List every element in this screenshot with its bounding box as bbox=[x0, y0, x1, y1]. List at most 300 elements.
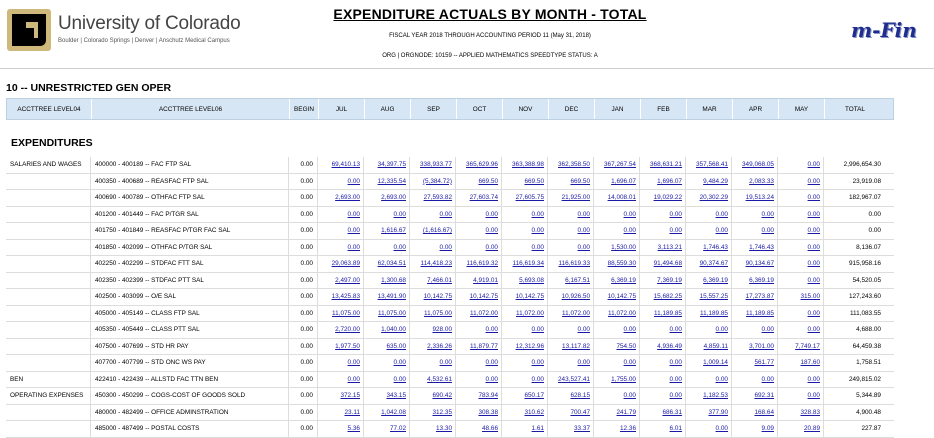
month-cell[interactable] bbox=[548, 306, 594, 322]
month-amount-link[interactable]: 69,410.13 bbox=[331, 161, 360, 169]
month-cell[interactable] bbox=[732, 289, 778, 305]
month-cell[interactable] bbox=[318, 174, 364, 190]
month-cell[interactable] bbox=[410, 207, 456, 223]
month-cell[interactable] bbox=[640, 372, 686, 388]
month-amount-link[interactable]: 0.00 bbox=[393, 375, 406, 383]
month-amount-link[interactable]: 62,034.51 bbox=[377, 260, 406, 268]
month-amount-link[interactable]: 365,629.96 bbox=[466, 161, 498, 169]
month-amount-link[interactable]: 1,746.43 bbox=[703, 243, 728, 251]
month-amount-link[interactable]: 1,616.67 bbox=[381, 227, 406, 235]
month-cell[interactable] bbox=[778, 405, 824, 421]
month-amount-link[interactable]: 0.00 bbox=[393, 359, 406, 367]
month-cell[interactable] bbox=[548, 256, 594, 272]
month-amount-link[interactable]: 17,273.87 bbox=[745, 293, 774, 301]
month-amount-link[interactable]: 0.00 bbox=[807, 309, 820, 317]
month-cell[interactable] bbox=[410, 174, 456, 190]
month-amount-link[interactable]: 116,619.34 bbox=[512, 260, 544, 268]
month-cell[interactable] bbox=[456, 405, 502, 421]
month-amount-link[interactable]: 13.30 bbox=[436, 425, 452, 433]
month-amount-link[interactable]: 5.36 bbox=[347, 425, 360, 433]
month-amount-link[interactable]: 241.79 bbox=[616, 408, 636, 416]
month-amount-link[interactable]: 308.38 bbox=[478, 408, 498, 416]
month-cell[interactable] bbox=[778, 256, 824, 272]
month-amount-link[interactable]: 1,977.50 bbox=[335, 342, 360, 350]
month-amount-link[interactable]: 20.89 bbox=[804, 425, 820, 433]
month-amount-link[interactable]: 0.00 bbox=[439, 359, 452, 367]
month-amount-link[interactable]: 12,335.54 bbox=[377, 177, 406, 185]
month-cell[interactable] bbox=[686, 355, 732, 371]
month-cell[interactable] bbox=[594, 405, 640, 421]
month-cell[interactable] bbox=[548, 421, 594, 437]
month-cell[interactable] bbox=[318, 421, 364, 437]
month-cell[interactable] bbox=[640, 388, 686, 404]
month-cell[interactable] bbox=[548, 405, 594, 421]
month-amount-link[interactable]: 362,358.50 bbox=[558, 161, 590, 169]
month-amount-link[interactable]: 4,532.61 bbox=[427, 375, 452, 383]
month-cell[interactable] bbox=[732, 240, 778, 256]
month-amount-link[interactable]: 700.47 bbox=[570, 408, 590, 416]
month-cell[interactable] bbox=[778, 322, 824, 338]
month-amount-link[interactable]: 12,312.96 bbox=[515, 342, 544, 350]
month-cell[interactable] bbox=[778, 207, 824, 223]
month-amount-link[interactable]: 21,925.00 bbox=[561, 194, 590, 202]
month-cell[interactable] bbox=[686, 240, 732, 256]
month-amount-link[interactable]: 0.00 bbox=[347, 227, 360, 235]
month-cell[interactable] bbox=[364, 273, 410, 289]
month-cell[interactable] bbox=[456, 421, 502, 437]
month-cell[interactable] bbox=[410, 322, 456, 338]
month-amount-link[interactable]: 0.00 bbox=[577, 210, 590, 218]
month-cell[interactable] bbox=[456, 388, 502, 404]
month-cell[interactable] bbox=[594, 421, 640, 437]
month-amount-link[interactable]: 0.00 bbox=[623, 210, 636, 218]
month-amount-link[interactable]: 0.00 bbox=[715, 425, 728, 433]
month-cell[interactable] bbox=[640, 256, 686, 272]
month-amount-link[interactable]: 0.00 bbox=[485, 359, 498, 367]
month-cell[interactable] bbox=[732, 273, 778, 289]
month-cell[interactable] bbox=[364, 421, 410, 437]
month-amount-link[interactable]: 0.00 bbox=[577, 243, 590, 251]
month-cell[interactable] bbox=[456, 372, 502, 388]
month-cell[interactable] bbox=[548, 289, 594, 305]
month-cell[interactable] bbox=[364, 306, 410, 322]
month-amount-link[interactable]: 1,696.07 bbox=[657, 177, 682, 185]
month-cell[interactable] bbox=[548, 339, 594, 355]
month-amount-link[interactable]: 27,593.82 bbox=[423, 194, 452, 202]
month-amount-link[interactable]: 116,619.32 bbox=[466, 260, 498, 268]
month-amount-link[interactable]: 0.00 bbox=[393, 210, 406, 218]
month-cell[interactable] bbox=[686, 157, 732, 173]
month-cell[interactable] bbox=[502, 372, 548, 388]
month-amount-link[interactable]: 0.00 bbox=[531, 326, 544, 334]
month-cell[interactable] bbox=[686, 388, 732, 404]
month-cell[interactable] bbox=[778, 372, 824, 388]
month-cell[interactable] bbox=[640, 405, 686, 421]
month-cell[interactable] bbox=[640, 273, 686, 289]
month-cell[interactable] bbox=[318, 405, 364, 421]
month-amount-link[interactable]: 0.00 bbox=[531, 210, 544, 218]
month-cell[interactable] bbox=[732, 405, 778, 421]
month-cell[interactable] bbox=[456, 223, 502, 239]
month-cell[interactable] bbox=[548, 174, 594, 190]
month-amount-link[interactable]: 0.00 bbox=[761, 227, 774, 235]
month-amount-link[interactable]: 0.00 bbox=[715, 210, 728, 218]
month-amount-link[interactable]: 0.00 bbox=[669, 326, 682, 334]
month-amount-link[interactable]: 0.00 bbox=[531, 227, 544, 235]
month-amount-link[interactable]: 9,484.29 bbox=[703, 177, 728, 185]
month-cell[interactable] bbox=[594, 223, 640, 239]
month-amount-link[interactable]: 13,117.82 bbox=[562, 342, 590, 350]
month-amount-link[interactable]: 9.09 bbox=[761, 425, 774, 433]
month-cell[interactable] bbox=[318, 355, 364, 371]
month-amount-link[interactable]: 0.00 bbox=[623, 227, 636, 235]
month-cell[interactable] bbox=[548, 223, 594, 239]
month-amount-link[interactable]: 11,075.00 bbox=[378, 309, 406, 317]
month-cell[interactable] bbox=[732, 388, 778, 404]
month-cell[interactable] bbox=[364, 355, 410, 371]
month-cell[interactable] bbox=[318, 157, 364, 173]
month-cell[interactable] bbox=[686, 190, 732, 206]
month-amount-link[interactable]: 783.94 bbox=[478, 392, 498, 400]
month-cell[interactable] bbox=[732, 421, 778, 437]
month-amount-link[interactable]: 6,369.19 bbox=[611, 276, 636, 284]
month-cell[interactable] bbox=[640, 355, 686, 371]
month-cell[interactable] bbox=[410, 306, 456, 322]
month-amount-link[interactable]: 0.00 bbox=[531, 375, 544, 383]
month-amount-link[interactable]: 4,936.49 bbox=[657, 342, 682, 350]
month-amount-link[interactable]: 6.01 bbox=[669, 425, 682, 433]
month-amount-link[interactable]: 116,619.33 bbox=[558, 260, 590, 268]
month-cell[interactable] bbox=[548, 273, 594, 289]
month-amount-link[interactable]: 0.00 bbox=[807, 260, 820, 268]
month-cell[interactable] bbox=[318, 256, 364, 272]
month-amount-link[interactable]: 338,933.77 bbox=[420, 161, 452, 169]
month-cell[interactable] bbox=[640, 207, 686, 223]
month-amount-link[interactable]: 310.62 bbox=[524, 408, 544, 416]
month-amount-link[interactable]: 928.00 bbox=[432, 326, 452, 334]
month-amount-link[interactable]: 690.42 bbox=[432, 392, 452, 400]
month-amount-link[interactable]: 0.00 bbox=[393, 243, 406, 251]
month-cell[interactable] bbox=[640, 339, 686, 355]
month-amount-link[interactable]: 12.36 bbox=[620, 425, 636, 433]
month-amount-link[interactable]: 11,189.85 bbox=[746, 309, 774, 317]
month-amount-link[interactable]: 48.66 bbox=[482, 425, 498, 433]
month-cell[interactable] bbox=[686, 405, 732, 421]
month-amount-link[interactable]: 91,494.68 bbox=[653, 260, 682, 268]
month-amount-link[interactable]: 3,113.21 bbox=[657, 243, 682, 251]
month-cell[interactable] bbox=[456, 256, 502, 272]
month-amount-link[interactable]: 0.00 bbox=[761, 375, 774, 383]
month-cell[interactable] bbox=[732, 256, 778, 272]
month-amount-link[interactable]: 0.00 bbox=[807, 326, 820, 334]
month-cell[interactable] bbox=[640, 322, 686, 338]
month-amount-link[interactable]: 27,603.74 bbox=[469, 194, 498, 202]
month-cell[interactable] bbox=[732, 355, 778, 371]
month-amount-link[interactable]: 0.00 bbox=[577, 359, 590, 367]
month-cell[interactable] bbox=[502, 157, 548, 173]
month-cell[interactable] bbox=[778, 157, 824, 173]
month-amount-link[interactable]: (5,384.72) bbox=[422, 177, 452, 185]
month-amount-link[interactable]: 14,008.01 bbox=[607, 194, 636, 202]
month-amount-link[interactable]: 0.00 bbox=[669, 375, 682, 383]
month-amount-link[interactable]: 2,336.26 bbox=[427, 342, 452, 350]
month-amount-link[interactable]: 669.50 bbox=[478, 177, 498, 185]
month-amount-link[interactable]: 0.00 bbox=[531, 243, 544, 251]
month-amount-link[interactable]: 29,063.89 bbox=[331, 260, 360, 268]
month-cell[interactable] bbox=[640, 223, 686, 239]
month-amount-link[interactable]: 114,418.23 bbox=[420, 260, 452, 268]
month-amount-link[interactable]: 7,466.01 bbox=[427, 276, 452, 284]
month-amount-link[interactable]: 11,189.85 bbox=[654, 309, 682, 317]
month-cell[interactable] bbox=[686, 289, 732, 305]
month-cell[interactable] bbox=[410, 388, 456, 404]
month-cell[interactable] bbox=[318, 372, 364, 388]
month-cell[interactable] bbox=[456, 190, 502, 206]
month-cell[interactable] bbox=[456, 174, 502, 190]
month-amount-link[interactable]: 0.00 bbox=[439, 210, 452, 218]
month-cell[interactable] bbox=[686, 339, 732, 355]
month-amount-link[interactable]: 11,879.77 bbox=[470, 342, 498, 350]
month-amount-link[interactable]: 0.00 bbox=[347, 359, 360, 367]
month-cell[interactable] bbox=[594, 355, 640, 371]
month-cell[interactable] bbox=[410, 256, 456, 272]
month-cell[interactable] bbox=[502, 289, 548, 305]
month-amount-link[interactable]: 243,527.41 bbox=[558, 375, 590, 383]
month-amount-link[interactable]: 1,300.68 bbox=[381, 276, 406, 284]
month-cell[interactable] bbox=[502, 174, 548, 190]
month-cell[interactable] bbox=[364, 157, 410, 173]
month-amount-link[interactable]: 315.00 bbox=[800, 293, 820, 301]
month-cell[interactable] bbox=[778, 289, 824, 305]
month-amount-link[interactable]: 669.50 bbox=[570, 177, 590, 185]
month-cell[interactable] bbox=[502, 240, 548, 256]
month-amount-link[interactable]: 20,302.29 bbox=[699, 194, 728, 202]
month-amount-link[interactable]: 692.31 bbox=[754, 392, 774, 400]
month-amount-link[interactable]: 10,142.75 bbox=[469, 293, 498, 301]
month-cell[interactable] bbox=[778, 388, 824, 404]
month-amount-link[interactable]: 0.00 bbox=[623, 359, 636, 367]
month-cell[interactable] bbox=[686, 223, 732, 239]
month-cell[interactable] bbox=[318, 240, 364, 256]
month-amount-link[interactable]: 343.15 bbox=[386, 392, 406, 400]
month-cell[interactable] bbox=[456, 306, 502, 322]
month-amount-link[interactable]: 5,693.08 bbox=[519, 276, 544, 284]
month-cell[interactable] bbox=[640, 306, 686, 322]
month-amount-link[interactable]: 168.64 bbox=[754, 408, 774, 416]
month-amount-link[interactable]: 1,042.08 bbox=[381, 408, 406, 416]
month-cell[interactable] bbox=[594, 322, 640, 338]
month-amount-link[interactable]: 11,075.00 bbox=[424, 309, 452, 317]
month-amount-link[interactable]: 0.00 bbox=[623, 392, 636, 400]
month-cell[interactable] bbox=[364, 256, 410, 272]
month-cell[interactable] bbox=[502, 421, 548, 437]
month-cell[interactable] bbox=[594, 240, 640, 256]
month-amount-link[interactable]: 2,720.00 bbox=[335, 326, 360, 334]
month-cell[interactable] bbox=[456, 240, 502, 256]
month-cell[interactable] bbox=[364, 322, 410, 338]
month-cell[interactable] bbox=[410, 273, 456, 289]
month-amount-link[interactable]: 0.00 bbox=[807, 161, 820, 169]
month-cell[interactable] bbox=[318, 339, 364, 355]
month-amount-link[interactable]: 11,189.85 bbox=[700, 309, 728, 317]
month-amount-link[interactable]: 0.00 bbox=[531, 359, 544, 367]
month-cell[interactable] bbox=[686, 372, 732, 388]
month-cell[interactable] bbox=[364, 223, 410, 239]
month-cell[interactable] bbox=[732, 190, 778, 206]
month-cell[interactable] bbox=[364, 289, 410, 305]
month-cell[interactable] bbox=[318, 190, 364, 206]
month-amount-link[interactable]: 1,746.43 bbox=[749, 243, 774, 251]
month-amount-link[interactable]: 2,693.00 bbox=[335, 194, 360, 202]
month-cell[interactable] bbox=[364, 174, 410, 190]
month-cell[interactable] bbox=[778, 339, 824, 355]
month-cell[interactable] bbox=[732, 372, 778, 388]
month-cell[interactable] bbox=[410, 339, 456, 355]
month-amount-link[interactable]: (1,616.67) bbox=[422, 227, 452, 235]
month-cell[interactable] bbox=[640, 174, 686, 190]
month-amount-link[interactable]: 0.00 bbox=[715, 375, 728, 383]
month-cell[interactable] bbox=[732, 339, 778, 355]
month-amount-link[interactable]: 1.61 bbox=[531, 425, 544, 433]
month-cell[interactable] bbox=[594, 372, 640, 388]
month-amount-link[interactable]: 0.00 bbox=[807, 227, 820, 235]
month-cell[interactable] bbox=[502, 190, 548, 206]
month-cell[interactable] bbox=[640, 190, 686, 206]
month-cell[interactable] bbox=[778, 306, 824, 322]
month-amount-link[interactable]: 0.00 bbox=[761, 210, 774, 218]
month-amount-link[interactable]: 1,182.53 bbox=[703, 392, 728, 400]
month-amount-link[interactable]: 0.00 bbox=[347, 243, 360, 251]
month-amount-link[interactable]: 90,134.67 bbox=[745, 260, 774, 268]
month-amount-link[interactable]: 0.00 bbox=[761, 326, 774, 334]
month-cell[interactable] bbox=[778, 355, 824, 371]
month-cell[interactable] bbox=[548, 355, 594, 371]
month-amount-link[interactable]: 23.11 bbox=[344, 408, 360, 416]
month-cell[interactable] bbox=[548, 388, 594, 404]
month-amount-link[interactable]: 0.00 bbox=[347, 210, 360, 218]
month-amount-link[interactable]: 6,369.19 bbox=[749, 276, 774, 284]
month-cell[interactable] bbox=[410, 223, 456, 239]
month-cell[interactable] bbox=[502, 355, 548, 371]
month-amount-link[interactable]: 349,068.05 bbox=[742, 161, 774, 169]
month-amount-link[interactable]: 0.00 bbox=[715, 227, 728, 235]
month-cell[interactable] bbox=[640, 157, 686, 173]
month-amount-link[interactable]: 7,749.17 bbox=[795, 342, 820, 350]
month-amount-link[interactable]: 2,693.00 bbox=[381, 194, 406, 202]
month-amount-link[interactable]: 0.00 bbox=[807, 276, 820, 284]
month-cell[interactable] bbox=[640, 421, 686, 437]
month-cell[interactable] bbox=[318, 388, 364, 404]
month-amount-link[interactable]: 650.17 bbox=[524, 392, 544, 400]
month-cell[interactable] bbox=[410, 289, 456, 305]
month-amount-link[interactable]: 11,072.00 bbox=[470, 309, 498, 317]
month-cell[interactable] bbox=[502, 306, 548, 322]
month-cell[interactable] bbox=[548, 372, 594, 388]
month-cell[interactable] bbox=[686, 207, 732, 223]
month-amount-link[interactable]: 0.00 bbox=[485, 210, 498, 218]
month-cell[interactable] bbox=[410, 157, 456, 173]
month-amount-link[interactable]: 0.00 bbox=[807, 392, 820, 400]
month-amount-link[interactable]: 0.00 bbox=[807, 375, 820, 383]
month-amount-link[interactable]: 669.50 bbox=[524, 177, 544, 185]
month-cell[interactable] bbox=[686, 174, 732, 190]
month-amount-link[interactable]: 187.60 bbox=[800, 359, 820, 367]
month-cell[interactable] bbox=[778, 421, 824, 437]
month-amount-link[interactable]: 0.00 bbox=[807, 210, 820, 218]
month-amount-link[interactable]: 4,859.11 bbox=[703, 342, 728, 350]
month-cell[interactable] bbox=[318, 273, 364, 289]
month-cell[interactable] bbox=[456, 355, 502, 371]
month-cell[interactable] bbox=[594, 256, 640, 272]
month-amount-link[interactable]: 11,075.00 bbox=[332, 309, 360, 317]
month-amount-link[interactable]: 4,919.01 bbox=[473, 276, 498, 284]
month-amount-link[interactable]: 6,369.19 bbox=[703, 276, 728, 284]
month-amount-link[interactable]: 19,513.24 bbox=[745, 194, 774, 202]
month-amount-link[interactable]: 0.00 bbox=[577, 326, 590, 334]
month-amount-link[interactable]: 0.00 bbox=[485, 243, 498, 251]
month-amount-link[interactable]: 0.00 bbox=[347, 375, 360, 383]
month-cell[interactable] bbox=[594, 157, 640, 173]
month-cell[interactable] bbox=[502, 322, 548, 338]
month-cell[interactable] bbox=[456, 289, 502, 305]
month-cell[interactable] bbox=[640, 240, 686, 256]
month-amount-link[interactable]: 0.00 bbox=[577, 227, 590, 235]
month-cell[interactable] bbox=[364, 405, 410, 421]
month-amount-link[interactable]: 90,374.67 bbox=[699, 260, 728, 268]
month-cell[interactable] bbox=[318, 207, 364, 223]
month-cell[interactable] bbox=[364, 207, 410, 223]
month-amount-link[interactable]: 10,926.50 bbox=[561, 293, 590, 301]
month-amount-link[interactable]: 1,040.00 bbox=[381, 326, 406, 334]
month-amount-link[interactable]: 372.15 bbox=[340, 392, 360, 400]
month-amount-link[interactable]: 367,267.54 bbox=[604, 161, 636, 169]
month-amount-link[interactable]: 686.31 bbox=[662, 408, 682, 416]
month-cell[interactable] bbox=[456, 207, 502, 223]
month-amount-link[interactable]: 0.00 bbox=[485, 375, 498, 383]
month-amount-link[interactable]: 328.83 bbox=[800, 408, 820, 416]
month-cell[interactable] bbox=[594, 190, 640, 206]
month-amount-link[interactable]: 0.00 bbox=[807, 177, 820, 185]
month-amount-link[interactable]: 0.00 bbox=[807, 243, 820, 251]
month-cell[interactable] bbox=[318, 306, 364, 322]
month-amount-link[interactable]: 11,072.00 bbox=[516, 309, 544, 317]
month-cell[interactable] bbox=[502, 207, 548, 223]
month-cell[interactable] bbox=[548, 190, 594, 206]
month-cell[interactable] bbox=[456, 157, 502, 173]
month-amount-link[interactable]: 10,142.75 bbox=[515, 293, 544, 301]
month-cell[interactable] bbox=[594, 306, 640, 322]
month-amount-link[interactable]: 77.02 bbox=[390, 425, 406, 433]
month-cell[interactable] bbox=[640, 289, 686, 305]
month-amount-link[interactable]: 0.00 bbox=[669, 392, 682, 400]
month-cell[interactable] bbox=[732, 157, 778, 173]
month-cell[interactable] bbox=[456, 273, 502, 289]
month-cell[interactable] bbox=[364, 240, 410, 256]
month-cell[interactable] bbox=[410, 240, 456, 256]
month-cell[interactable] bbox=[502, 339, 548, 355]
month-cell[interactable] bbox=[364, 372, 410, 388]
month-cell[interactable] bbox=[410, 405, 456, 421]
month-cell[interactable] bbox=[778, 240, 824, 256]
month-amount-link[interactable]: 88,559.30 bbox=[607, 260, 636, 268]
month-cell[interactable] bbox=[318, 322, 364, 338]
month-cell[interactable] bbox=[778, 190, 824, 206]
month-cell[interactable] bbox=[732, 322, 778, 338]
month-amount-link[interactable]: 0.00 bbox=[623, 326, 636, 334]
month-amount-link[interactable]: 1,530.00 bbox=[611, 243, 636, 251]
month-amount-link[interactable]: 15,557.25 bbox=[699, 293, 728, 301]
month-amount-link[interactable]: 1,696.07 bbox=[611, 177, 636, 185]
